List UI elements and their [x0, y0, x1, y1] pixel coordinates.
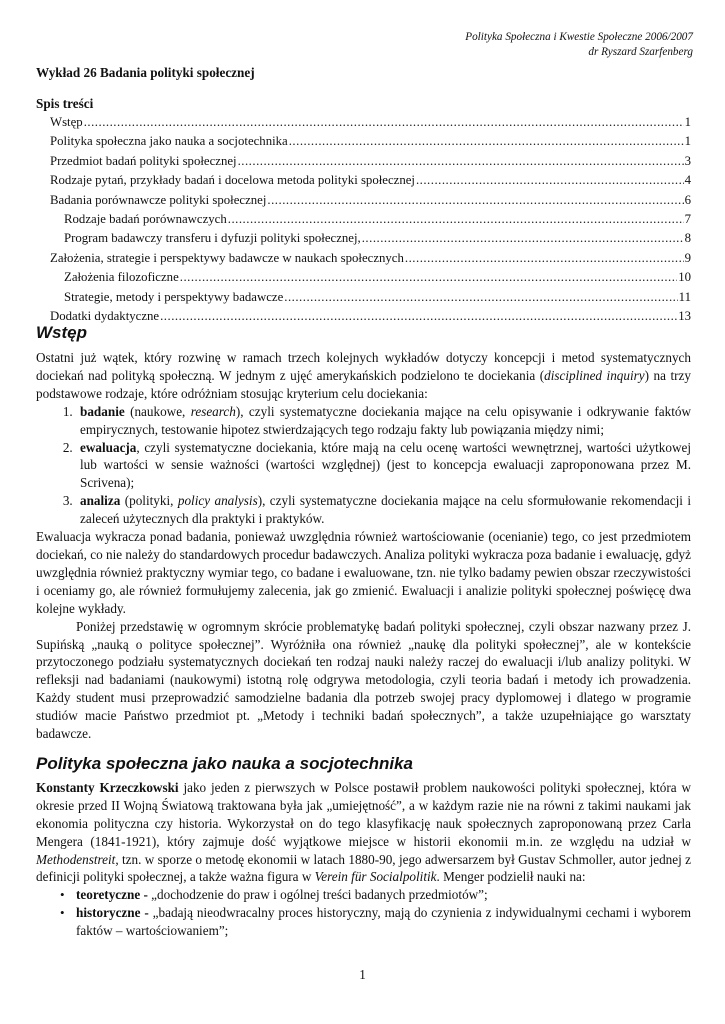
toc-leader-dots	[84, 113, 684, 132]
list-term: ewaluacja	[80, 439, 137, 455]
list-item-ewaluacja	[76, 439, 691, 493]
toc-entry-page: 3	[684, 153, 691, 168]
toc-entry[interactable]	[36, 268, 691, 287]
toc-entry[interactable]	[36, 171, 691, 190]
para-italic-1: Methodenstreit	[36, 851, 116, 867]
list-term: analiza	[80, 493, 121, 509]
para-text-b: , tzn. w sporze o metodę ekonomii w latach 1880-90, jego adwersarzem był Gustav Schmoller, autor jednej z definicji polityki społecznej, a także ważna figura w	[36, 851, 691, 885]
toc-entry-label: Wstęp	[50, 115, 83, 129]
toc-leader-dots	[416, 171, 684, 190]
toc-leader-dots	[405, 249, 684, 268]
toc-leader-dots	[289, 132, 684, 151]
bullet-item-teoretyczne	[60, 886, 691, 904]
bullet-icon: •	[60, 887, 65, 903]
toc-entry-label: Rodzaje pytań, przykłady badań i docelowa metoda polityki społecznej	[50, 173, 415, 188]
list-italic: research	[190, 403, 236, 419]
toc-entry-page: 1	[684, 134, 691, 149]
toc-entry-label: Dodatki dydaktyczne	[50, 308, 160, 323]
toc-entry-page: 4	[684, 173, 691, 188]
toc-entry[interactable]	[36, 132, 691, 151]
toc-entry-label: Założenia filozoficzne	[64, 270, 179, 285]
toc-leader-dots	[228, 210, 684, 229]
bullet-term: historyczne -	[76, 905, 149, 921]
toc-title: Spis treści	[36, 96, 94, 111]
bullet-text: „badają nieodwracalny proces historyczny, mają do czynienia z indywidualnymi cechami i wyborem faktów – wartościowaniem”;	[76, 905, 691, 939]
toc-entry-page: 10	[678, 270, 691, 285]
table-of-contents	[36, 113, 691, 326]
page-number: 1	[359, 967, 366, 982]
list-text: (polityki,	[120, 493, 178, 509]
toc-entry[interactable]	[36, 191, 691, 210]
list-text: (naukowe,	[124, 403, 191, 419]
toc-entry[interactable]	[36, 249, 691, 268]
paragraph-ewaluacja: Ewaluacja wykracza ponad badania, ponieważ uwzględnia również wartościowanie (ocenianie) tego, co jest przedmiotem dociekań, co nie należy do standardowych procedur badawczych. Analiza polityki wykracza poza badanie i ewaluację, gdyż uwzględnia również praktyczny wymiar tego, co badane i ewaluowane, tzn. nie tylko badamy pewien obszar rzeczywistości i oceniamy go, ale również formułujemy zalecenia, jak go zmienić. Ewaluacji i analizie polityki społecznej poświęcę dwa kolejne wykłady.	[36, 529, 691, 616]
bullet-item-historyczne	[60, 904, 691, 940]
paragraph-intro	[36, 349, 691, 403]
toc-entry-page: 11	[678, 289, 691, 304]
intro-text-b: ) na trzy podstawowe rodzaje, które odróżniam stosując kryterium celu dociekania:	[36, 367, 691, 401]
toc-entry-page: 8	[684, 231, 691, 246]
paragraph-supinska: Poniżej przedstawię w ogromnym skrócie problematykę badań polityki społecznej, czyli obszar nazwany przez J. Supińską „nauką o polityce społecznej”. Wyróżniła ona również „naukę dla polityki społecznej”, ale w kontekście przytoczonego podziału systematycznych dociekań ten rodzaj nauki należy raczej do ewaluacji i/lub analizy polityki. W refleksji nad badaniami (naukowymi) istotną rolę odgrywa metodologia, czyli teoria badań i metody ich prowadzenia. Każdy student musi przeprowadzić samodzielne badania dla potrzeb swojej pracy dyplomowej i dlatego w programie studiów macie Państwo przedmiot pt. „Metody i techniki badań społecznych”, a także uzupełniające go warsztaty badawcze.	[36, 618, 691, 742]
toc-entry-label: Badania porównawcze polityki społecznej	[50, 192, 267, 207]
list-text: , czyli systematyczne dociekania, które mają na celu ocenę wartości wewnętrznej, wartości użytkowej lub wartości w sensie ważności (wartości względnej) (jest to koncepcja ewaluacji zaproponowana przez M. Scrivena);	[80, 439, 691, 491]
para-text-c: . Menger podzielił nauki na:	[436, 869, 586, 885]
sciences-bullet-list	[36, 886, 691, 940]
list-text: ), czyli systematyczne dociekania mające na celu opisywanie i odkrywanie faktów empirycznych, testowanie hipotez stwierdzających tego rodzaju fakty lub powiązania między nimi;	[80, 403, 691, 437]
header-author: dr Ryszard Szarfenberg	[588, 45, 693, 58]
main-content	[36, 322, 691, 940]
list-item-badanie	[76, 403, 691, 439]
toc-entry[interactable]	[36, 288, 691, 307]
toc-entry-label: Założenia, strategie i perspektywy badawcze w naukach społecznych	[50, 250, 404, 265]
author-name: Konstanty Krzeczkowski	[36, 779, 179, 795]
toc-entry-page: 7	[684, 211, 691, 226]
toc-entry-label: Rodzaje badań porównawczych	[64, 211, 227, 226]
toc-entry-page: 13	[678, 308, 691, 323]
list-italic: policy analysis	[177, 493, 258, 509]
toc-entry-label: Strategie, metody i perspektywy badawcze	[64, 289, 284, 304]
toc-entry-label: Polityka społeczna jako nauka a socjotechnika	[50, 134, 288, 149]
list-term: badanie	[80, 403, 125, 419]
toc-entry-label: Program badawczy transferu i dyfuzji polityki społecznej,	[64, 231, 361, 246]
toc-entry-label: Przedmiot badań polityki społecznej	[50, 153, 237, 168]
section-heading-polityka: Polityka społeczna jako nauka a socjotechnika	[36, 753, 413, 773]
bullet-text: „dochodzenie do praw i ogólnej treści badanych przedmiotów”;	[147, 887, 488, 903]
page-header	[465, 30, 693, 59]
toc-entry[interactable]	[36, 229, 691, 248]
toc-entry[interactable]	[36, 152, 691, 171]
paragraph-krzeczkowski	[36, 779, 691, 886]
toc-entry[interactable]	[36, 113, 691, 132]
toc-entry-page: 9	[684, 250, 691, 265]
toc-leader-dots	[238, 152, 684, 171]
header-course-title: Polityka Społeczna i Kwestie Społeczne 2006/2007	[465, 31, 693, 43]
toc-leader-dots	[267, 191, 683, 210]
bullet-icon: •	[60, 905, 65, 921]
para-italic-2: Verein für Socialpolitik	[314, 869, 437, 885]
inquiry-types-list	[36, 403, 691, 528]
list-item-analiza	[76, 492, 691, 528]
toc-entry-page: 6	[684, 192, 691, 207]
intro-text-a: Ostatni już wątek, który rozwinę w ramach trzech kolejnych wykładów dotyczy koncepcji i metod systematycznych dociekań nad polityką społeczną. W jednym z ujęć amerykańskich podzielono te dociekania (	[36, 350, 691, 383]
toc-entry-page: 1	[684, 115, 691, 129]
toc-entry[interactable]	[36, 210, 691, 229]
lecture-title: Wykład 26 Badania polityki społecznej	[36, 65, 255, 80]
toc-leader-dots	[284, 288, 677, 307]
bullet-term: teoretyczne -	[76, 887, 148, 903]
toc-leader-dots	[180, 268, 677, 287]
section-heading-wstep: Wstęp	[36, 323, 87, 342]
intro-italic: disciplined inquiry	[544, 367, 645, 383]
toc-leader-dots	[362, 229, 684, 248]
list-text: ), czyli systematyczne dociekania mające na celu sformułowanie rekomendacji i zaleceń użytecznych dla praktyki i praktyków.	[80, 493, 691, 527]
para-text-a: jako jeden z pierwszych w Polsce postawił problem naukowości polityki społecznej, która w okresie przed II Wojną Światową traktowana była jak „umiejętność”, a w każdym razie nie na równi z takimi naukami jak ekonomia polityczna czy historia. Wykorzystał on do tego klasyfikację nauk społecznych zaproponowaną przez Carla Mengera (1841-1921), który zajmuje dość wyjątkowe miejsce w historii ekonomii m.in. ze względu na udział w	[36, 779, 692, 849]
